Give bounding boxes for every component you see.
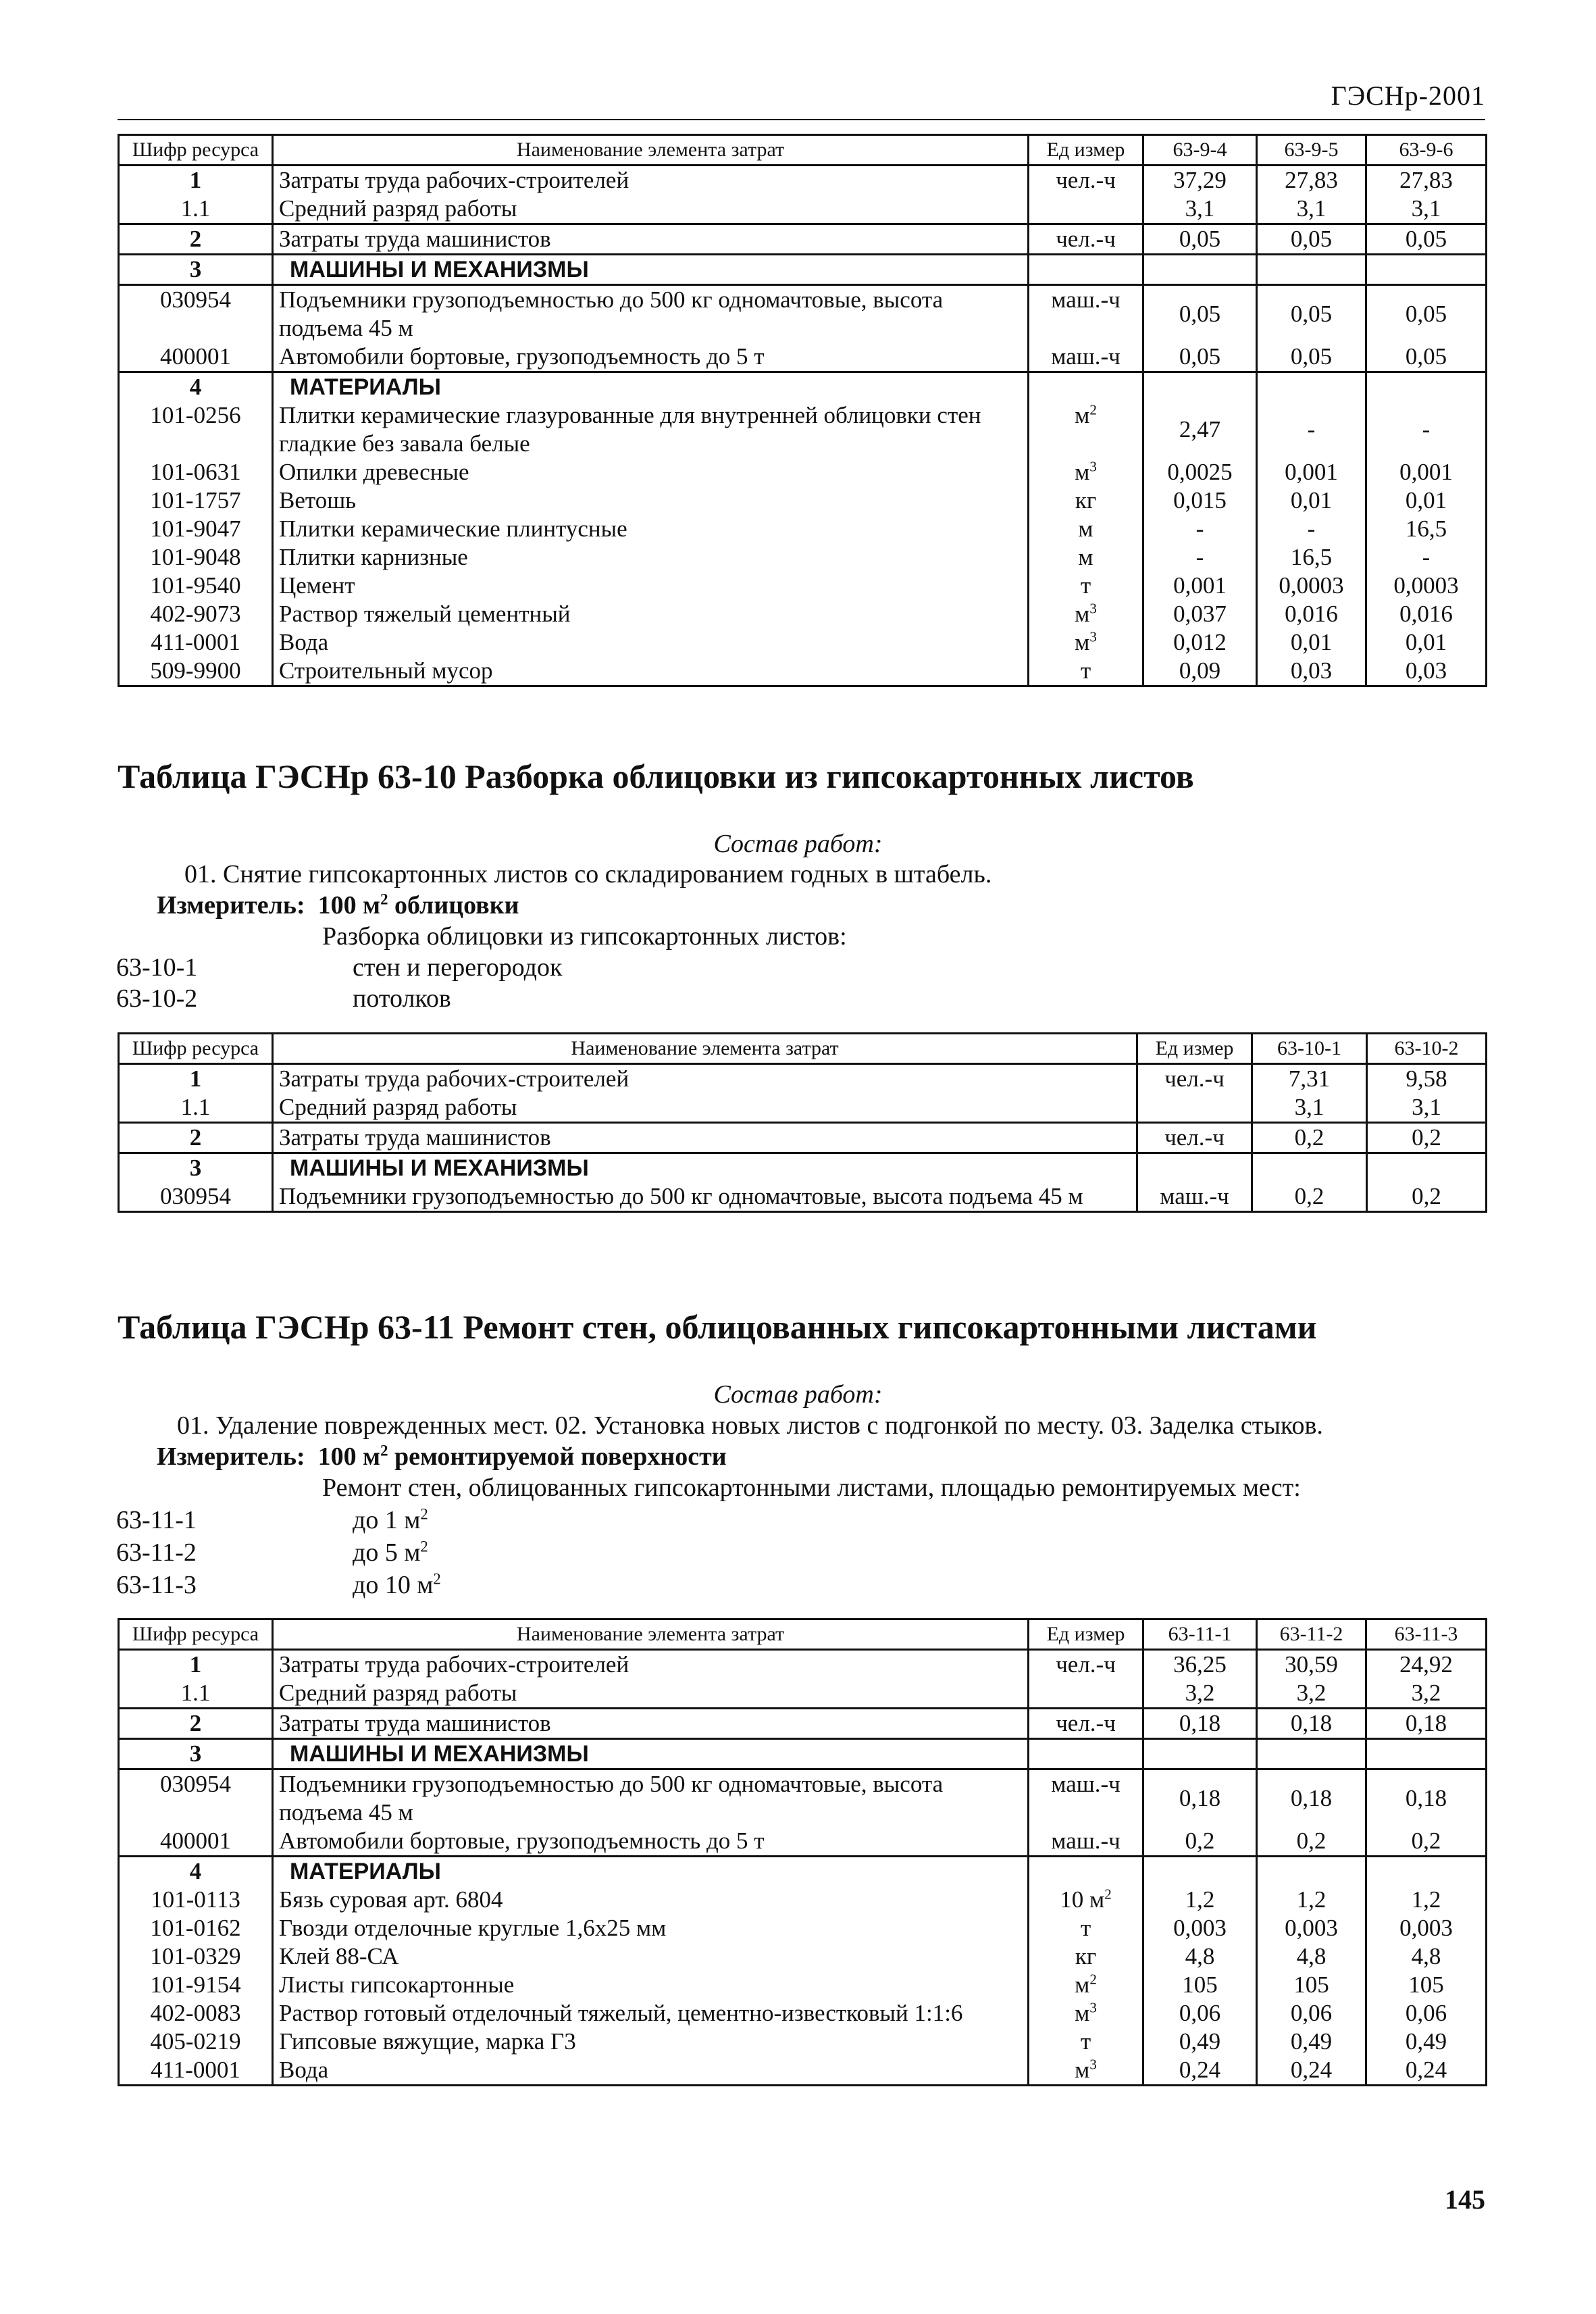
resource-name: МАТЕРИАЛЫ xyxy=(273,372,1029,402)
norm-value: - xyxy=(1257,401,1366,458)
norm-value: 3,1 xyxy=(1366,195,1487,224)
norm-value: 0,2 xyxy=(1366,1827,1487,1857)
composition-label: Состав работ: xyxy=(713,830,883,858)
norm-value: - xyxy=(1143,515,1257,543)
table-row xyxy=(119,1999,1487,2028)
resource-code: 1 xyxy=(119,166,273,195)
resource-code: 1 xyxy=(119,1650,273,1680)
table-row xyxy=(119,1914,1487,1942)
resource-code: 1.1 xyxy=(119,195,273,224)
table-row xyxy=(119,2028,1487,2056)
norm-value xyxy=(1366,255,1487,285)
resource-code: 2 xyxy=(119,1123,273,1153)
unit: чел.-ч xyxy=(1137,1064,1252,1094)
norm-value: 0,003 xyxy=(1257,1914,1366,1942)
resource-code: 402-0083 xyxy=(119,1999,273,2028)
norm-value xyxy=(1257,1857,1366,1886)
unit: т xyxy=(1029,1914,1143,1942)
norm-value xyxy=(1143,1857,1257,1886)
norm-value: 1,2 xyxy=(1143,1886,1257,1914)
table-row xyxy=(119,1769,1487,1828)
resource-name: Автомобили бортовые, грузоподъемность до 5 т xyxy=(273,1827,1029,1857)
norm-value xyxy=(1143,372,1257,402)
table-row xyxy=(119,600,1487,628)
table-row xyxy=(119,572,1487,600)
table-row xyxy=(119,628,1487,657)
norm-value xyxy=(1143,255,1257,285)
variant-text: до 5 $м^2$ xyxy=(353,1538,428,1567)
resource-code: 509-9900 xyxy=(119,657,273,686)
norm-value: 0,2 xyxy=(1257,1827,1366,1857)
norm-value: 0,01 xyxy=(1257,486,1366,515)
table-title-63-11: Таблица ГЭСНр 63-11 Ремонт стен, облицованных гипсокартонными листами xyxy=(118,1308,1317,1346)
norm-value: 24,92 xyxy=(1366,1650,1487,1680)
resource-code: 101-0162 xyxy=(119,1914,273,1942)
norm-value: 0,05 xyxy=(1143,224,1257,255)
norm-value: 0,003 xyxy=(1366,1914,1487,1942)
resource-name: Затраты труда рабочих-строителей xyxy=(273,1064,1137,1094)
resource-code: 101-0631 xyxy=(119,458,273,486)
unit: т xyxy=(1029,572,1143,600)
resource-table-63-11 xyxy=(118,1618,1487,2086)
resource-code: 030954 xyxy=(119,1769,273,1828)
norm-value: 0,03 xyxy=(1366,657,1487,686)
norm-value xyxy=(1257,255,1366,285)
norm-value: - xyxy=(1366,401,1487,458)
norm-value: 3,1 xyxy=(1252,1093,1367,1123)
unit: чел.-ч xyxy=(1029,224,1143,255)
table-row xyxy=(119,1886,1487,1914)
table-row xyxy=(119,1827,1487,1857)
resource-name: Плитки керамические плинтусные xyxy=(273,515,1029,543)
variant-text: потолков xyxy=(353,984,451,1013)
page-number: 145 xyxy=(1445,2184,1485,2215)
resource-code: 405-0219 xyxy=(119,2028,273,2056)
norm-value: 0,18 xyxy=(1143,1709,1257,1739)
table-row xyxy=(119,401,1487,458)
resource-name: МАШИНЫ И МЕХАНИЗМЫ xyxy=(273,1153,1137,1183)
table-row xyxy=(119,1182,1487,1212)
norm-value: 36,25 xyxy=(1143,1650,1257,1680)
norm-value: 0,05 xyxy=(1366,343,1487,372)
norm-value: 0,003 xyxy=(1143,1914,1257,1942)
resource-code: 4 xyxy=(119,1857,273,1886)
resource-code: 101-9047 xyxy=(119,515,273,543)
resource-code: 101-9540 xyxy=(119,572,273,600)
unit: м xyxy=(1029,515,1143,543)
unit: $м^3$ xyxy=(1029,2056,1143,2086)
norm-value: 0,09 xyxy=(1143,657,1257,686)
unit xyxy=(1029,1857,1143,1886)
resource-code: 402-9073 xyxy=(119,600,273,628)
unit xyxy=(1029,1679,1143,1709)
table-row xyxy=(119,1971,1487,1999)
unit xyxy=(1029,1739,1143,1769)
unit: чел.-ч xyxy=(1029,1709,1143,1739)
table-row xyxy=(119,1153,1487,1183)
norm-value: 0,2 xyxy=(1367,1123,1487,1153)
unit: маш.-ч xyxy=(1029,1769,1143,1828)
norm-value: 0,2 xyxy=(1367,1182,1487,1212)
norm-value: 0,015 xyxy=(1143,486,1257,515)
table-row xyxy=(119,195,1487,224)
col-norm-header: 63-9-6 xyxy=(1366,135,1487,166)
table-row xyxy=(119,1064,1487,1094)
norm-value: 0,0003 xyxy=(1257,572,1366,600)
resource-name: Раствор готовый отделочный тяжелый, цементно-известковый 1:1:6 xyxy=(273,1999,1029,2028)
resource-code: 030954 xyxy=(119,1182,273,1212)
col-norm-header: 63-10-1 xyxy=(1252,1034,1367,1064)
table-title-63-10: Таблица ГЭСНр 63-10 Разборка облицовки из гипсокартонных листов xyxy=(118,757,1194,795)
unit xyxy=(1137,1093,1252,1123)
table-row xyxy=(119,458,1487,486)
unit: $м^3$ xyxy=(1029,1999,1143,2028)
col-norm-header: 63-11-3 xyxy=(1366,1619,1487,1650)
resource-name: Затраты труда машинистов xyxy=(273,224,1029,255)
unit: $м^2$ xyxy=(1029,1971,1143,1999)
unit: $м^3$ xyxy=(1029,600,1143,628)
header-rule xyxy=(118,119,1485,120)
norm-value: 0,06 xyxy=(1366,1999,1487,2028)
norm-value: 0,016 xyxy=(1257,600,1366,628)
norm-value: 0,49 xyxy=(1143,2028,1257,2056)
resource-name: МАШИНЫ И МЕХАНИЗМЫ xyxy=(273,1739,1029,1769)
unit: маш.-ч xyxy=(1029,285,1143,343)
norm-value: 16,5 xyxy=(1257,543,1366,572)
resource-code: 400001 xyxy=(119,1827,273,1857)
norm-value: 105 xyxy=(1366,1971,1487,1999)
resource-name: МАШИНЫ И МЕХАНИЗМЫ xyxy=(273,255,1029,285)
col-unit-header: Ед измер xyxy=(1029,135,1143,166)
norm-value: 3,1 xyxy=(1143,195,1257,224)
variant-intro: Ремонт стен, облицованных гипсокартонными листами, площадью ремонтируемых мест: xyxy=(322,1474,1301,1502)
meter-label: Измеритель: xyxy=(157,1442,305,1471)
table-row xyxy=(119,255,1487,285)
norm-value: 0,0025 xyxy=(1143,458,1257,486)
norm-value: 0,2 xyxy=(1252,1182,1367,1212)
resource-name: Вода xyxy=(273,628,1029,657)
resource-code: 3 xyxy=(119,255,273,285)
table-row xyxy=(119,166,1487,195)
unit: маш.-ч xyxy=(1137,1182,1252,1212)
table-row xyxy=(119,486,1487,515)
meter-value: 100 $м^2$ ремонтируемой поверхности xyxy=(317,1442,727,1471)
norm-value: 0,24 xyxy=(1143,2056,1257,2086)
resource-code: 1 xyxy=(119,1064,273,1094)
norm-value: 3,1 xyxy=(1367,1093,1487,1123)
norm-value: 0,18 xyxy=(1366,1709,1487,1739)
norm-value: 0,24 xyxy=(1257,2056,1366,2086)
resource-table-63-10 xyxy=(118,1032,1487,1213)
table-row xyxy=(119,1942,1487,1971)
meter-value: 100 $м^2$ облицовки xyxy=(317,890,519,920)
table-row xyxy=(119,343,1487,372)
table-row xyxy=(119,1709,1487,1739)
norm-value: 0,01 xyxy=(1366,486,1487,515)
norm-value: 27,83 xyxy=(1257,166,1366,195)
resource-name: Подъемники грузоподъемностью до 500 кг одномачтовые, высота подъема 45 м xyxy=(273,1769,1029,1828)
norm-value: 0,01 xyxy=(1257,628,1366,657)
composition-label: Состав работ: xyxy=(713,1380,883,1409)
norm-value: 3,2 xyxy=(1143,1679,1257,1709)
resource-name: Строительный мусор xyxy=(273,657,1029,686)
resource-code: 101-0256 xyxy=(119,401,273,458)
norm-value: 0,01 xyxy=(1366,628,1487,657)
norm-value: 0,001 xyxy=(1366,458,1487,486)
norm-value: 0,012 xyxy=(1143,628,1257,657)
meter-line xyxy=(157,1442,727,1472)
unit: $м^3$ xyxy=(1029,458,1143,486)
norm-value: 0,001 xyxy=(1257,458,1366,486)
resource-code: 1.1 xyxy=(119,1093,273,1123)
table-row xyxy=(119,1857,1487,1886)
variant-text: до 1 $м^2$ xyxy=(353,1505,428,1534)
unit: чел.-ч xyxy=(1137,1123,1252,1153)
col-code-header: Шифр ресурса xyxy=(119,1619,273,1650)
resource-name: Затраты труда машинистов xyxy=(273,1123,1137,1153)
resource-name: Затраты труда рабочих-строителей xyxy=(273,166,1029,195)
norm-value: 9,58 xyxy=(1367,1064,1487,1094)
norm-value xyxy=(1252,1153,1367,1183)
unit: кг xyxy=(1029,1942,1143,1971)
norm-value: 0,05 xyxy=(1257,224,1366,255)
col-code-header: Шифр ресурса xyxy=(119,1034,273,1064)
unit xyxy=(1029,195,1143,224)
norm-value: 0,06 xyxy=(1257,1999,1366,2028)
unit: м xyxy=(1029,543,1143,572)
norm-value: 30,59 xyxy=(1257,1650,1366,1680)
norm-value: 0,2 xyxy=(1252,1123,1367,1153)
unit xyxy=(1029,255,1143,285)
resource-code: 411-0001 xyxy=(119,628,273,657)
norm-value xyxy=(1366,1857,1487,1886)
resource-code: 400001 xyxy=(119,343,273,372)
norm-value: 0,05 xyxy=(1366,224,1487,255)
col-name-header: Наименование элемента затрат xyxy=(273,135,1029,166)
unit: маш.-ч xyxy=(1029,343,1143,372)
unit: чел.-ч xyxy=(1029,166,1143,195)
resource-name: Гипсовые вяжущие, марка Г3 xyxy=(273,2028,1029,2056)
unit: чел.-ч xyxy=(1029,1650,1143,1680)
resource-name: МАТЕРИАЛЫ xyxy=(273,1857,1029,1886)
resource-name: Затраты труда рабочих-строителей xyxy=(273,1650,1029,1680)
table-row xyxy=(119,1739,1487,1769)
resource-code: 3 xyxy=(119,1739,273,1769)
unit: $м^3$ xyxy=(1029,628,1143,657)
unit: т xyxy=(1029,2028,1143,2056)
composition-text: 01. Удаление поврежденных мест. 02. Установка новых листов с подгонкой по месту. 03. Заделка стыков. xyxy=(177,1411,1323,1440)
norm-value: 1,2 xyxy=(1366,1886,1487,1914)
resource-code: 101-9154 xyxy=(119,1971,273,1999)
col-unit-header: Ед измер xyxy=(1137,1034,1252,1064)
variant-intro: Разборка облицовки из гипсокартонных листов: xyxy=(322,922,847,951)
resource-name: Затраты труда машинистов xyxy=(273,1709,1029,1739)
resource-name: Опилки древесные xyxy=(273,458,1029,486)
norm-value: 0,18 xyxy=(1143,1769,1257,1828)
norm-value: 16,5 xyxy=(1366,515,1487,543)
variant-code: 63-10-2 xyxy=(116,984,198,1013)
col-name-header: Наименование элемента затрат xyxy=(273,1619,1029,1650)
norm-value: 0,05 xyxy=(1257,343,1366,372)
col-norm-header: 63-9-4 xyxy=(1143,135,1257,166)
norm-value: 37,29 xyxy=(1143,166,1257,195)
norm-value: 7,31 xyxy=(1252,1064,1367,1094)
resource-name: Подъемники грузоподъемностью до 500 кг одномачтовые, высота подъема 45 м xyxy=(273,1182,1137,1212)
col-code-header: Шифр ресурса xyxy=(119,135,273,166)
norm-value: 0,18 xyxy=(1257,1709,1366,1739)
norm-value: 0,24 xyxy=(1366,2056,1487,2086)
unit: маш.-ч xyxy=(1029,1827,1143,1857)
table-row xyxy=(119,543,1487,572)
table-row xyxy=(119,1093,1487,1123)
norm-value: 0,03 xyxy=(1257,657,1366,686)
norm-value: 3,2 xyxy=(1366,1679,1487,1709)
norm-value: - xyxy=(1143,543,1257,572)
table-row xyxy=(119,285,1487,343)
meter-line xyxy=(157,890,519,920)
table-row xyxy=(119,224,1487,255)
norm-value: 0,05 xyxy=(1143,343,1257,372)
norm-value: 3,2 xyxy=(1257,1679,1366,1709)
norm-value: 0,06 xyxy=(1143,1999,1257,2028)
norm-value: 2,47 xyxy=(1143,401,1257,458)
table-row xyxy=(119,657,1487,686)
norm-value: 0,49 xyxy=(1366,2028,1487,2056)
table-row xyxy=(119,515,1487,543)
norm-value: 1,2 xyxy=(1257,1886,1366,1914)
unit xyxy=(1137,1153,1252,1183)
variant-text: стен и перегородок xyxy=(353,953,563,982)
norm-value: 4,8 xyxy=(1143,1942,1257,1971)
resource-name: Плитки керамические глазурованные для внутренней облицовки стен гладкие без завала белые xyxy=(273,401,1029,458)
norm-value: 4,8 xyxy=(1257,1942,1366,1971)
unit: $м^2$ xyxy=(1029,401,1143,458)
norm-value: 0,016 xyxy=(1366,600,1487,628)
variant-code: 63-11-3 xyxy=(116,1571,197,1599)
resource-name: Ветошь xyxy=(273,486,1029,515)
resource-code: 101-9048 xyxy=(119,543,273,572)
norm-value: 105 xyxy=(1257,1971,1366,1999)
norm-value: 0,0003 xyxy=(1366,572,1487,600)
variant-text: до 10 $м^2$ xyxy=(353,1570,441,1599)
resource-name: Гвозди отделочные круглые 1,6х25 мм xyxy=(273,1914,1029,1942)
resource-code: 101-0329 xyxy=(119,1942,273,1971)
norm-value: 0,18 xyxy=(1366,1769,1487,1828)
col-norm-header: 63-11-2 xyxy=(1257,1619,1366,1650)
norm-value: 0,05 xyxy=(1366,285,1487,343)
norm-value xyxy=(1367,1153,1487,1183)
norm-value: 27,83 xyxy=(1366,166,1487,195)
norm-value xyxy=(1257,1739,1366,1769)
col-norm-header: 63-10-2 xyxy=(1367,1034,1487,1064)
resource-name: Средний разряд работы xyxy=(273,195,1029,224)
table-row xyxy=(119,1679,1487,1709)
resource-name: Клей 88-СА xyxy=(273,1942,1029,1971)
resource-name: Автомобили бортовые, грузоподъемность до 5 т xyxy=(273,343,1029,372)
resource-code: 2 xyxy=(119,1709,273,1739)
variant-code: 63-11-1 xyxy=(116,1506,197,1534)
resource-code: 2 xyxy=(119,224,273,255)
norm-value: 0,05 xyxy=(1257,285,1366,343)
resource-name: Листы гипсокартонные xyxy=(273,1971,1029,1999)
norm-value: 0,2 xyxy=(1143,1827,1257,1857)
resource-code: 4 xyxy=(119,372,273,402)
resource-name: Средний разряд работы xyxy=(273,1093,1137,1123)
norm-value xyxy=(1143,1739,1257,1769)
norm-value: 0,49 xyxy=(1257,2028,1366,2056)
norm-value xyxy=(1366,372,1487,402)
norm-value: - xyxy=(1366,543,1487,572)
norm-value: 105 xyxy=(1143,1971,1257,1999)
resource-code: 030954 xyxy=(119,285,273,343)
unit xyxy=(1029,372,1143,402)
norm-value: 0,05 xyxy=(1143,285,1257,343)
table-row xyxy=(119,1123,1487,1153)
composition-text: 01. Снятие гипсокартонных листов со складированием годных в штабель. xyxy=(184,860,992,888)
variant-code: 63-11-2 xyxy=(116,1538,197,1567)
resource-table-63-9 xyxy=(118,134,1487,687)
resource-name: Бязь суровая арт. 6804 xyxy=(273,1886,1029,1914)
col-unit-header: Ед измер xyxy=(1029,1619,1143,1650)
norm-value xyxy=(1257,372,1366,402)
resource-code: 3 xyxy=(119,1153,273,1183)
resource-code: 411-0001 xyxy=(119,2056,273,2086)
resource-name: Раствор тяжелый цементный xyxy=(273,600,1029,628)
unit: т xyxy=(1029,657,1143,686)
norm-value: 0,001 xyxy=(1143,572,1257,600)
norm-value: 0,18 xyxy=(1257,1769,1366,1828)
resource-code: 1.1 xyxy=(119,1679,273,1709)
table-row xyxy=(119,372,1487,402)
resource-name: Подъемники грузоподъемностью до 500 кг одномачтовые, высота подъема 45 м xyxy=(273,285,1029,343)
resource-code: 101-1757 xyxy=(119,486,273,515)
resource-code: 101-0113 xyxy=(119,1886,273,1914)
norm-value: - xyxy=(1257,515,1366,543)
col-norm-header: 63-11-1 xyxy=(1143,1619,1257,1650)
meter-label: Измеритель: xyxy=(157,891,305,920)
norm-value xyxy=(1366,1739,1487,1769)
table-row xyxy=(119,2056,1487,2086)
resource-name: Цемент xyxy=(273,572,1029,600)
resource-name: Средний разряд работы xyxy=(273,1679,1029,1709)
norm-value: 0,037 xyxy=(1143,600,1257,628)
document-code: ГЭСНр-2001 xyxy=(1331,80,1485,111)
resource-name: Плитки карнизные xyxy=(273,543,1029,572)
col-norm-header: 63-9-5 xyxy=(1257,135,1366,166)
norm-value: 4,8 xyxy=(1366,1942,1487,1971)
variant-code: 63-10-1 xyxy=(116,953,198,982)
table-row xyxy=(119,1650,1487,1680)
norm-value: 3,1 xyxy=(1257,195,1366,224)
resource-name: Вода xyxy=(273,2056,1029,2086)
unit: 10 $м^2$ xyxy=(1029,1886,1143,1914)
col-name-header: Наименование элемента затрат xyxy=(273,1034,1137,1064)
unit: кг xyxy=(1029,486,1143,515)
